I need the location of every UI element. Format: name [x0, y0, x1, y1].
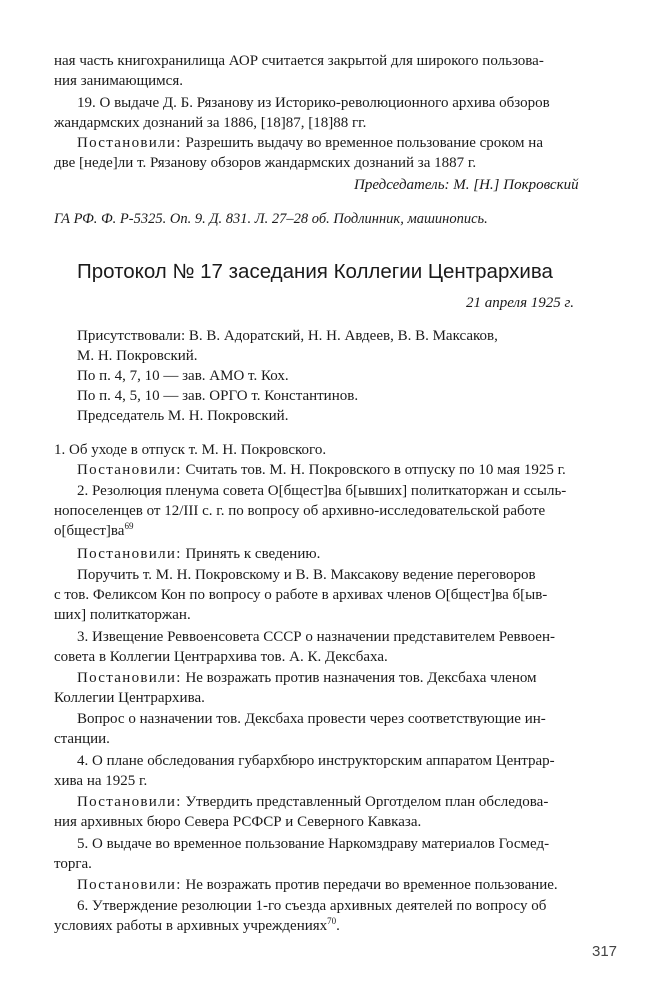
resolution-text: Не возражать против назначения тов. Дексбаха членом: [181, 670, 537, 686]
resolution-4-line: ния архивных бюро Севера РСФСР и Северного Кавказа.: [54, 814, 422, 830]
resolution-2: [77, 545, 320, 563]
resolution-text: Не возражать против передачи во временное пользование.: [181, 877, 558, 893]
resolution-text: Утвердить представленный Орготделом план обследова-: [181, 794, 549, 810]
attendees-items: По п. 4, 5, 10 — зав. ОРГО т. Константинов.: [77, 388, 359, 404]
item-2-text: 2. Резолюция пленума совета О[бщест]ва б[ывших] политкаторжан и ссыль-: [77, 483, 567, 499]
resolved-label: Постановили:: [77, 670, 182, 686]
archival-source-reference: ГА РФ. Ф. Р-5325. Оп. 9. Д. 831. Л. 27–28 об. Подлинник, машинопись.: [54, 211, 488, 227]
item-19-text: 19. О выдаче Д. Б. Рязанову из Историко-революционного архива обзоров: [77, 95, 550, 111]
item-6-text: условиях работы в архивных учреждениях$^{70}$.: [54, 916, 340, 934]
footnote-marker: 70: [327, 916, 337, 926]
resolution-5: [77, 876, 558, 894]
attendees-list: М. Н. Покровский.: [77, 348, 198, 364]
item-3-text: 3. Извещение Реввоенсовета СССР о назначении представителем Реввоен-: [77, 629, 555, 645]
chairman-signature: Председатель: М. [Н.] Покровский: [354, 177, 579, 193]
intro-paragraph-line: ния занимающимся.: [54, 73, 183, 89]
resolved-label: Постановили:: [77, 794, 182, 810]
item-5-text: 5. О выдаче во временное пользование Наркомздраву материалов Госмед-: [77, 836, 550, 852]
resolution-3: [77, 669, 537, 687]
resolution-text: Считать тов. М. Н. Покровского в отпуску по 10 мая 1925 г.: [181, 462, 566, 478]
resolution-2-instruction: Поручить т. М. Н. Покровскому и В. В. Максакову ведение переговоров: [77, 567, 536, 583]
resolved-label: Постановили:: [77, 546, 182, 562]
item-1-text: 1. Об уходе в отпуск т. М. Н. Покровского.: [54, 442, 327, 458]
item-19-text: жандармских дознаний за 1886, [18]87, [18]88 гг.: [54, 115, 367, 131]
resolution-3-note: Вопрос о назначении тов. Дексбаха провести через соответствующие ин-: [77, 711, 546, 727]
item-6-text: 6. Утверждение резолюции 1-го съезда архивных деятелей по вопросу об: [77, 898, 547, 914]
resolved-label: Постановили:: [77, 462, 182, 478]
protocol-title: Протокол № 17 заседания Коллегии Центрархива: [77, 260, 553, 283]
item-5-text: торга.: [54, 856, 92, 872]
protocol-date: 21 апреля 1925 г.: [466, 295, 574, 311]
item-4-text: 4. О плане обследования губархбюро инструкторским аппаратом Центрар-: [77, 753, 555, 769]
resolution-3-note: станции.: [54, 731, 110, 747]
item-4-text: хива на 1925 г.: [54, 773, 148, 789]
protocol-chair: Председатель М. Н. Покровский.: [77, 408, 289, 424]
item-3-text: совета в Коллегии Центрархива тов. А. К. Дексбаха.: [54, 649, 388, 665]
footnote-marker: 69: [124, 521, 134, 531]
page-number: 317: [592, 943, 618, 960]
resolution-19: [77, 134, 543, 152]
item-2-text: $о[бщест]ва^{69}$: [54, 521, 134, 539]
attendees-items: По п. 4, 7, 10 — зав. АМО т. Кох.: [77, 368, 289, 384]
resolved-label: Постановили:: [77, 877, 182, 893]
resolution-2-instruction: ших] политкаторжан.: [54, 607, 191, 623]
resolution-text: Принять к сведению.: [181, 546, 321, 562]
resolution-2-instruction: с тов. Феликсом Кон по вопросу о работе в архивах членов О[бщест]ва б[ыв-: [54, 587, 548, 603]
resolved-label: Постановили:: [77, 135, 182, 151]
resolution-4: [77, 793, 548, 811]
resolution-text: Разрешить выдачу во временное пользование сроком на: [181, 135, 543, 151]
resolution-1: [77, 461, 566, 479]
item-2-text: нопоселенцев от 12/III с. г. по вопросу об архивно-исследовательской работе: [54, 503, 546, 519]
intro-paragraph-line: ная часть книгохранилища АОР считается закрытой для широкого пользова-: [54, 53, 544, 69]
attendees-list: Присутствовали: В. В. Адоратский, Н. Н. Авдеев, В. В. Максаков,: [77, 328, 498, 344]
resolution-19-line: две [неде]ли т. Рязанову обзоров жандармских дознаний за 1887 г.: [54, 155, 477, 171]
resolution-3-line: Коллегии Центрархива.: [54, 690, 205, 706]
